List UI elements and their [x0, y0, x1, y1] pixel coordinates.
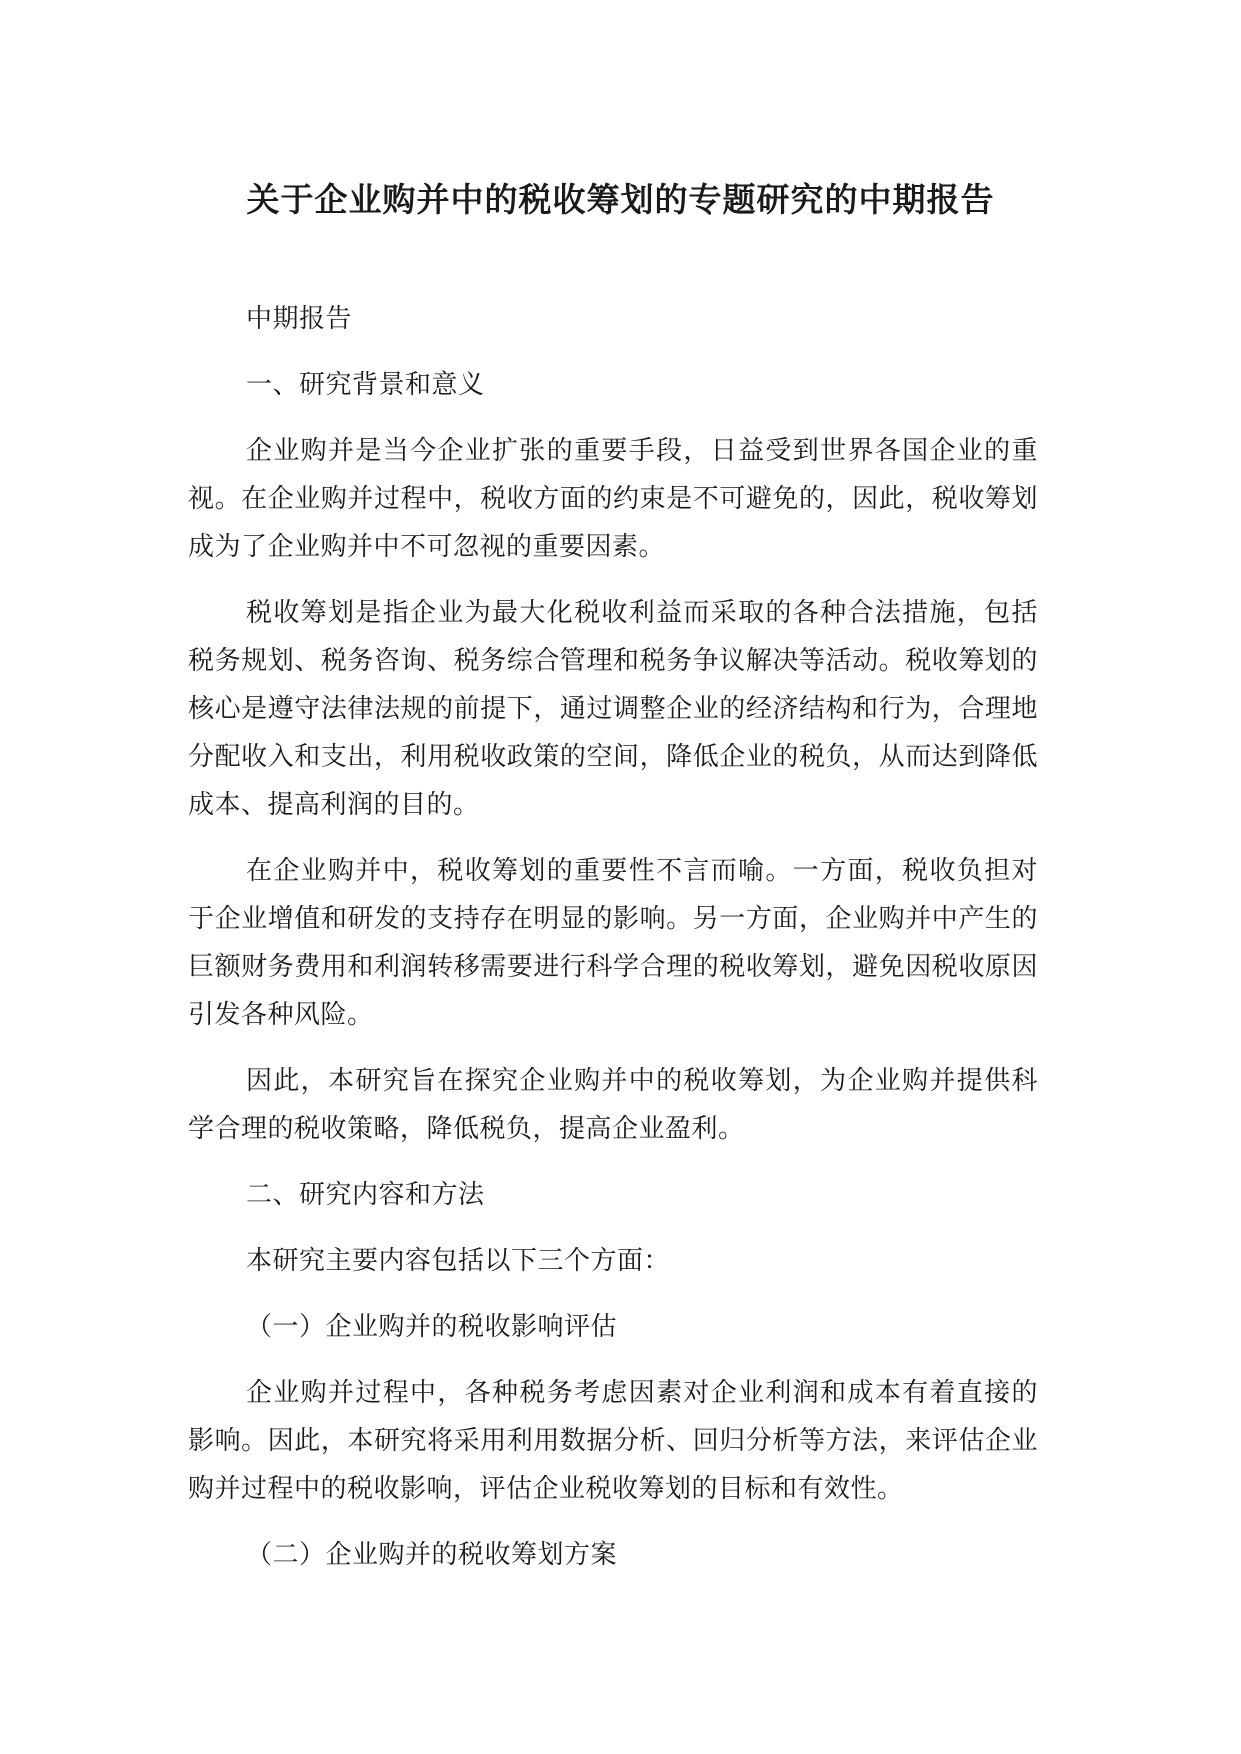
- paragraph: 企业购并过程中，各种税务考虑因素对企业利润和成本有着直接的影响。因此，本研究将采用利用数据分析、回归分析等方法，来评估企业购并过程中的税收影响，评估企业税收筹划的目标和有效性。: [188, 1378, 1038, 1504]
- subsection-heading: （二）企业购并的税收筹划方案: [246, 1540, 618, 1570]
- paragraph: 在企业购并中，税收筹划的重要性不言而喻。一方面，税收负担对于企业增值和研发的支持存在明显的影响。另一方面，企业购并中产生的巨额财务费用和利润转移需要进行科学合理的税收筹划，避免因税收原因引发各种风险。: [188, 856, 1038, 1030]
- section-label: 中期报告: [246, 304, 353, 334]
- paragraph: 税收筹划是指企业为最大化税收利益而采取的各种合法措施，包括税务规划、税务咨询、税务综合管理和税务争议解决等活动。税收筹划的核心是遵守法律法规的前提下，通过调整企业的经济结构和行为，合理地分配收入和支出，利用税收政策的空间，降低企业的税负，从而达到降低成本、提高利润的目的。: [188, 598, 1038, 820]
- paragraph: 因此，本研究旨在探究企业购并中的税收筹划，为企业购并提供科学合理的税收策略，降低税负，提高企业盈利。: [188, 1066, 1038, 1144]
- paragraph: 企业购并是当今企业扩张的重要手段，日益受到世界各国企业的重视。在企业购并过程中，税收方面的约束是不可避免的，因此，税收筹划成为了企业购并中不可忽视的重要因素。: [188, 436, 1038, 562]
- document-body: [188, 295, 1038, 1597]
- subsection-heading: （一）企业购并的税收影响评估: [246, 1312, 618, 1342]
- document-title: 关于企业购并中的税收筹划的专题研究的中期报告: [246, 180, 995, 219]
- section-heading-content-methods: 二、研究内容和方法: [246, 1180, 485, 1210]
- section-heading-background: 一、研究背景和意义: [246, 370, 485, 400]
- paragraph: 本研究主要内容包括以下三个方面：: [246, 1246, 671, 1276]
